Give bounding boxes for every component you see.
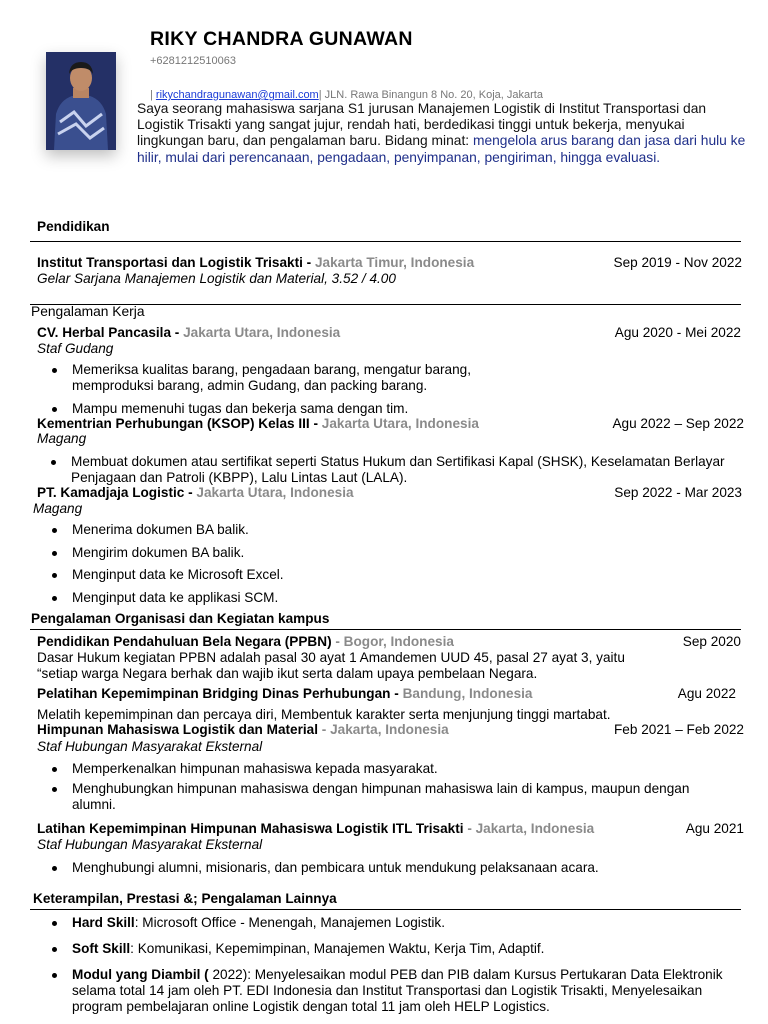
org-entry-title <box>37 722 449 737</box>
work-date: Agu 2020 - Mei 2022 <box>614 325 741 340</box>
org-bullets <box>72 860 732 876</box>
phone-number: +6281212510063 <box>150 55 236 67</box>
org-role: Staf Hubungan Masyarakat Eksternal <box>37 837 263 852</box>
org-description: Melatih kepemimpinan dan percaya diri, Membentuk karakter serta menjunjung tinggi martabat. <box>37 707 611 722</box>
list-item: Menghubungkan himpunan mahasiswa dengan himpunan mahasiswa lain di kampus, maupun dengan alumni. <box>72 781 732 813</box>
education-entry-title <box>37 255 474 270</box>
work-org: Kementrian Perhubungan (KSOP) Kelas III - <box>37 416 322 431</box>
skill-label: Soft Skill <box>72 941 131 956</box>
education-date: Sep 2019 - Nov 2022 <box>613 255 742 270</box>
profile-summary <box>137 101 749 166</box>
email-link[interactable]: rikychandragunawan@gmail.com <box>155 89 319 101</box>
org-description: Dasar Hukum kegiatan PPBN adalah pasal 30 ayat 1 Amandemen UUD 45, pasal 27 ayat 3, yaitu “setiap warga Negara berhak dan wajib ikut serta dalam upaya pembelaan Negara. <box>37 650 625 681</box>
work-bullets <box>72 362 512 394</box>
list-item: Menginput data ke applikasi SCM. <box>72 590 672 606</box>
education-org: Institut Transportasi dan Logistik Trisakti - <box>37 255 315 270</box>
work-date: Sep 2022 - Mar 2023 <box>614 485 742 500</box>
org-entry-title <box>37 686 532 701</box>
org-name: Latihan Kepemimpinan Himpunan Mahasiswa Logistik ITL Trisakti <box>37 821 468 836</box>
org-date: Sep 2020 <box>682 634 741 649</box>
org-name: Pelatihan Kepemimpinan Bridging Dinas Perhubungan - <box>37 686 403 701</box>
skill-text: 2022): Menyelesaikan modul PEB dan PIB dalam Kursus Pertukaran Data Elektronik selama total 14 jam oleh PT. EDI Indonesia dan Institut Transportasi dan Logistik Trisakti, Menyelesaikan program pembelajaran online Logistik dengan total 11 jam oleh HELP Logistics. <box>72 967 723 1014</box>
work-bullets <box>72 522 672 606</box>
person-photo-icon <box>46 52 116 150</box>
work-org: PT. Kamadjaja Logistic - <box>37 485 197 500</box>
work-location: Jakarta Utara, Indonesia <box>196 485 354 500</box>
summary-interest: mengelola arus barang dan jasa dari hulu ke hilir, mulai dari perencanaan, pengadaan, penyimpanan, pengiriman, hingga evaluasi. <box>137 133 746 165</box>
work-bullets <box>71 454 731 486</box>
profile-photo <box>46 52 116 150</box>
org-location: - Jakarta, Indonesia <box>467 821 595 836</box>
work-role: Magang <box>33 501 83 516</box>
org-location: Bandung, Indonesia <box>402 686 533 701</box>
list-item: Memperkenalkan himpunan mahasiswa kepada masyarakat. <box>72 761 732 777</box>
summary-text: Saya seorang mahasiswa sarjana S1 jurusan Manajemen Logistik di Institut Transportasi dan Logistik Trisakti yang sangat jujur, rendah hati, berdedikasi tinggi untuk bekerja, menyukai lingkungan baru, dan pengalaman baru. Bidang minat: <box>137 101 707 149</box>
skill-label: Hard Skill <box>72 915 135 930</box>
list-item: Mengirim dokumen BA balik. <box>72 545 672 561</box>
org-location: - Bogor, Indonesia <box>335 634 454 649</box>
org-role: Staf Hubungan Masyarakat Eksternal <box>37 739 263 754</box>
org-section-title: Pengalaman Organisasi dan Kegiatan kampus <box>31 611 330 626</box>
list-item: Membuat dokumen atau sertifikat seperti Status Hukum dan Sertifikasi Kapal (SHSK), Keselamatan Berlayar Penjagaan dan Patroli (KBPP), Lalu Lintas Laut (LALA). <box>71 454 731 486</box>
work-role: Magang <box>37 431 87 446</box>
list-item: Mampu memenuhi tugas dan bekerja sama dengan tim. <box>72 401 732 417</box>
work-entry-title <box>37 325 340 340</box>
section-divider <box>30 241 741 242</box>
skill-label: Modul yang Diambil ( <box>72 967 209 982</box>
skill-text: : Komunikasi, Kepemimpinan, Manajemen Waktu, Kerja Tim, Adaptif. <box>130 941 545 956</box>
work-section-title: Pengalaman Kerja <box>31 304 145 319</box>
org-date: Feb 2021 – Feb 2022 <box>614 722 744 737</box>
work-entry-title <box>37 416 479 431</box>
candidate-name: RIKY CHANDRA GUNAWAN <box>150 28 413 50</box>
education-section-title: Pendidikan <box>37 219 110 234</box>
skills-list <box>72 915 732 1015</box>
list-item: Menginput data ke Microsoft Excel. <box>72 567 672 583</box>
org-entry-title <box>37 821 594 836</box>
org-name: Himpunan Mahasiswa Logistik dan Material <box>37 722 322 737</box>
work-bullets <box>72 401 732 417</box>
org-name: Pendidikan Pendahuluan Bela Negara (PPBN) <box>37 634 336 649</box>
work-location: Jakarta Utara, Indonesia <box>321 416 479 431</box>
skill-text: : Microsoft Office - Menengah, Manajemen Logistik. <box>134 915 445 930</box>
list-item: Menghubungi alumni, misionaris, dan pembicara untuk mendukung pelaksanaan acara. <box>72 860 732 876</box>
work-entry-title <box>37 485 354 500</box>
education-degree: Gelar Sarjana Manajemen Logistik dan Material, 3.52 / 4.00 <box>37 271 396 286</box>
org-bullets <box>72 761 732 813</box>
work-org: CV. Herbal Pancasila - <box>37 325 184 340</box>
address-text: | JLN. Rawa Binangun 8 No. 20, Koja, Jakarta <box>318 89 543 101</box>
contact-separator: | <box>150 89 153 101</box>
contact-line <box>150 89 543 101</box>
list-item <box>72 941 732 957</box>
org-date: Agu 2021 <box>685 821 744 836</box>
section-divider <box>30 629 741 630</box>
section-divider <box>30 909 741 910</box>
list-item: Memeriksa kualitas barang, pengadaan barang, mengatur barang, memproduksi barang, admin Gudang, dan packing barang. <box>72 362 512 394</box>
org-date: Agu 2022 <box>677 686 736 701</box>
work-location: Jakarta Utara, Indonesia <box>183 325 341 340</box>
list-item <box>72 915 732 931</box>
list-item: Menerima dokumen BA balik. <box>72 522 672 538</box>
work-role: Staf Gudang <box>37 341 114 356</box>
org-location: - Jakarta, Indonesia <box>321 722 449 737</box>
skills-section-title: Keterampilan, Prestasi &; Pengalaman Lainnya <box>33 891 337 906</box>
list-item <box>72 967 732 1015</box>
education-location: Jakarta Timur, Indonesia <box>314 255 475 270</box>
org-entry-title <box>37 634 454 649</box>
work-date: Agu 2022 – Sep 2022 <box>612 416 744 431</box>
